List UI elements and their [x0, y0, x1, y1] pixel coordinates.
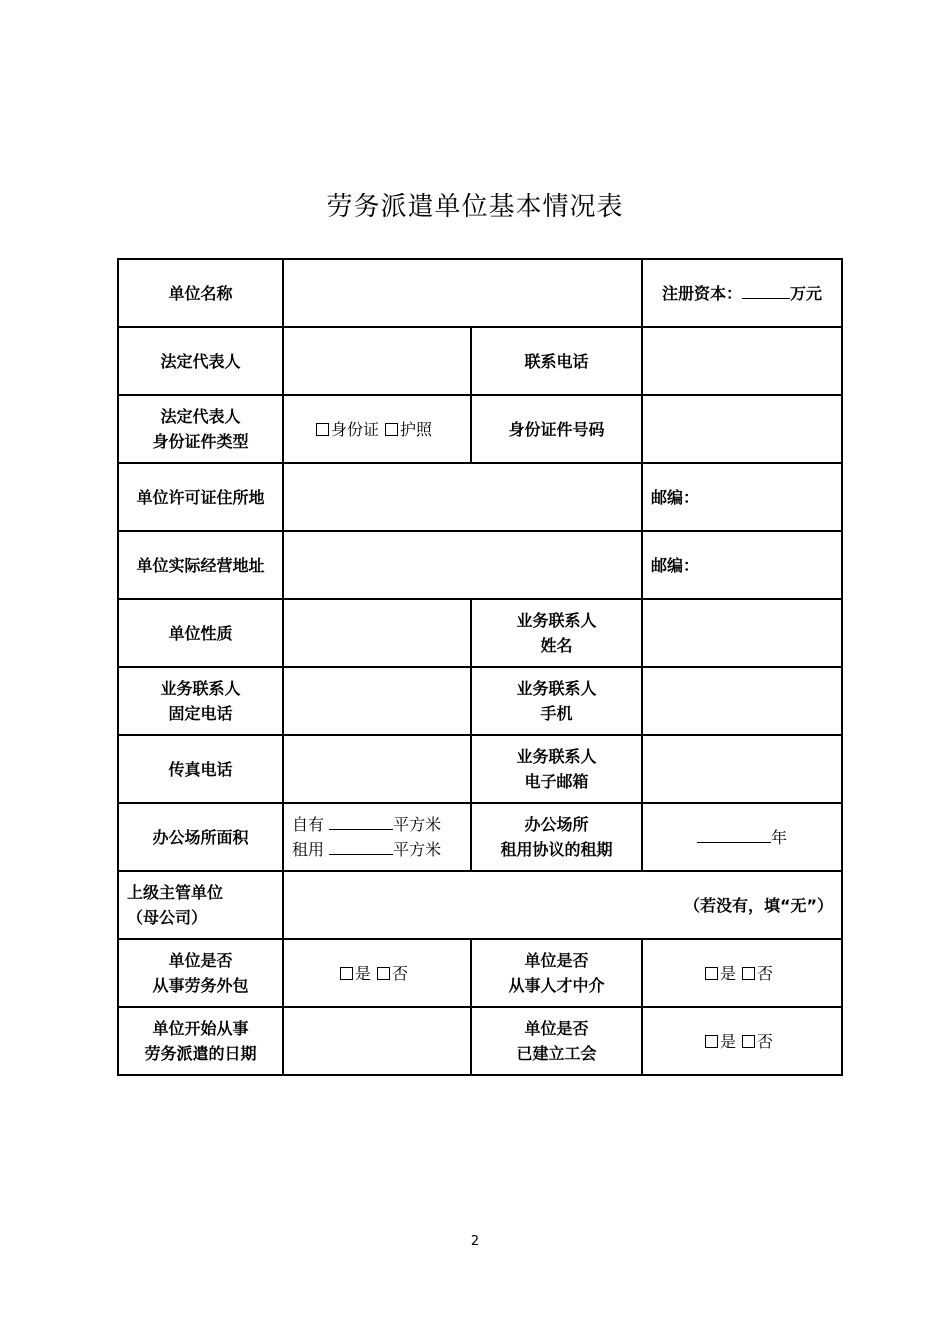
union-no-label: 否: [757, 1031, 774, 1051]
lease-term-label-line2: 租用协议的租期: [500, 840, 613, 859]
talent-agency-label: [471, 939, 642, 1007]
talent-agency-no-option[interactable]: [742, 961, 773, 986]
checkbox-icon[interactable]: [742, 967, 755, 980]
union-label-line2: 已建立工会: [516, 1044, 597, 1063]
email-label-line1: 业务联系人: [516, 747, 597, 766]
dispatch-start-field[interactable]: [283, 1007, 471, 1075]
row-id-type: [118, 395, 842, 463]
id-type-label-line2: 身份证件类型: [152, 432, 249, 451]
mobile-label-line2: 手机: [540, 704, 573, 723]
contact-name-label-line2: 姓名: [540, 636, 573, 655]
union-label-line1: 单位是否: [524, 1019, 589, 1038]
dispatch-start-label: [118, 1007, 283, 1075]
mobile-label-line1: 业务联系人: [516, 679, 597, 698]
outsourcing-label-line2: 从事劳务外包: [152, 976, 249, 995]
office-area-label: 办公场所面积: [118, 803, 283, 871]
legal-rep-label: 法定代表人: [118, 327, 283, 395]
union-label: [471, 1007, 642, 1075]
rented-area-prefix: 租用: [292, 840, 325, 859]
landline-label: [118, 667, 283, 735]
page-title: 劳务派遣单位基本情况表: [326, 192, 624, 222]
checkbox-icon[interactable]: [705, 1035, 718, 1048]
id-number-field[interactable]: [642, 395, 842, 463]
outsourcing-no-option[interactable]: [377, 961, 408, 986]
owned-area-blank[interactable]: [329, 814, 393, 830]
row-dispatch-start: [118, 1007, 842, 1075]
fax-label: 传真电话: [118, 735, 283, 803]
lease-term-unit: 年: [770, 827, 787, 847]
unit-nature-label: 单位性质: [118, 599, 283, 667]
landline-label-line1: 业务联系人: [160, 679, 241, 698]
rented-area-unit: 平方米: [393, 840, 442, 859]
unit-name-field[interactable]: [283, 259, 642, 327]
union-no-option[interactable]: [742, 1029, 773, 1054]
talent-agency-yes-label: 是: [719, 963, 736, 983]
checkbox-icon[interactable]: [377, 967, 390, 980]
id-card-option-label: 身份证: [330, 419, 379, 439]
license-address-label: 单位许可证住所地: [118, 463, 283, 531]
dispatch-start-label-line2: 劳务派遣的日期: [144, 1044, 257, 1063]
registered-capital-cell[interactable]: [642, 259, 842, 327]
row-operating-address: [118, 531, 842, 599]
id-type-options: [283, 395, 471, 463]
registered-capital-blank[interactable]: [742, 283, 790, 299]
operating-address-field[interactable]: [283, 531, 642, 599]
contact-phone-field[interactable]: [642, 327, 842, 395]
id-type-label-line1: 法定代表人: [160, 407, 241, 426]
lease-term-blank[interactable]: [697, 827, 771, 843]
landline-label-line2: 固定电话: [168, 704, 233, 723]
contact-name-label-line1: 业务联系人: [516, 611, 597, 630]
contact-phone-label: 联系电话: [471, 327, 642, 395]
dispatch-start-label-line1: 单位开始从事: [152, 1019, 249, 1038]
row-unit-nature: [118, 599, 842, 667]
fax-field[interactable]: [283, 735, 471, 803]
mobile-label: [471, 667, 642, 735]
checkbox-icon[interactable]: [316, 423, 329, 436]
row-parent-company: [118, 871, 842, 939]
outsourcing-yes-label: 是: [354, 963, 371, 983]
contact-name-field[interactable]: [642, 599, 842, 667]
owned-area-line[interactable]: [292, 812, 462, 837]
row-office-space: [118, 803, 842, 871]
rented-area-line[interactable]: [292, 837, 462, 862]
landline-field[interactable]: [283, 667, 471, 735]
office-area-field: [283, 803, 471, 871]
unit-name-label: 单位名称: [118, 259, 283, 327]
checkbox-icon[interactable]: [385, 423, 398, 436]
email-label-line2: 电子邮箱: [524, 772, 589, 791]
registered-capital-label: 注册资本：: [661, 283, 742, 303]
parent-company-label-line2: （母公司）: [127, 908, 208, 927]
page-number: 2: [470, 1234, 480, 1249]
outsourcing-options: [283, 939, 471, 1007]
outsourcing-label: [118, 939, 283, 1007]
union-options: [642, 1007, 842, 1075]
basic-info-table: [117, 258, 843, 1076]
checkbox-icon[interactable]: [742, 1035, 755, 1048]
parent-company-label: [118, 871, 283, 939]
email-field[interactable]: [642, 735, 842, 803]
talent-agency-label-line1: 单位是否: [524, 951, 589, 970]
union-yes-option[interactable]: [705, 1029, 736, 1054]
checkbox-icon[interactable]: [705, 967, 718, 980]
checkbox-icon[interactable]: [340, 967, 353, 980]
lease-term-label: [471, 803, 642, 871]
row-contact-phones: [118, 667, 842, 735]
union-yes-label: 是: [719, 1031, 736, 1051]
outsourcing-label-line1: 单位是否: [168, 951, 233, 970]
contact-name-label: [471, 599, 642, 667]
row-fax-email: [118, 735, 842, 803]
talent-agency-no-label: 否: [757, 963, 774, 983]
owned-area-unit: 平方米: [393, 815, 442, 834]
outsourcing-no-label: 否: [392, 963, 409, 983]
parent-company-label-line1: 上级主管单位: [127, 883, 224, 902]
id-type-label: [118, 395, 283, 463]
passport-option[interactable]: [385, 417, 432, 442]
unit-nature-field[interactable]: [283, 599, 471, 667]
passport-option-label: 护照: [400, 419, 433, 439]
row-unit-name: [118, 259, 842, 327]
rented-area-blank[interactable]: [329, 839, 393, 855]
email-label: [471, 735, 642, 803]
operating-postcode-field[interactable]: 邮编：: [642, 531, 842, 599]
outsourcing-yes-option[interactable]: [340, 961, 371, 986]
talent-agency-yes-option[interactable]: [705, 961, 736, 986]
mobile-field[interactable]: [642, 667, 842, 735]
legal-rep-field[interactable]: [283, 327, 471, 395]
talent-agency-options: [642, 939, 842, 1007]
id-number-label: 身份证件号码: [471, 395, 642, 463]
operating-address-label: 单位实际经营地址: [118, 531, 283, 599]
row-legal-rep: [118, 327, 842, 395]
lease-term-field[interactable]: [642, 803, 842, 871]
parent-company-field[interactable]: （若没有，填“无”）: [283, 871, 842, 939]
registered-capital-unit: 万元: [790, 283, 823, 303]
license-address-field[interactable]: [283, 463, 642, 531]
lease-term-label-line1: 办公场所: [524, 815, 589, 834]
id-card-option[interactable]: [316, 417, 379, 442]
license-postcode-field[interactable]: 邮编：: [642, 463, 842, 531]
owned-area-prefix: 自有: [292, 815, 325, 834]
row-outsourcing: [118, 939, 842, 1007]
row-license-address: [118, 463, 842, 531]
talent-agency-label-line2: 从事人才中介: [508, 976, 605, 995]
